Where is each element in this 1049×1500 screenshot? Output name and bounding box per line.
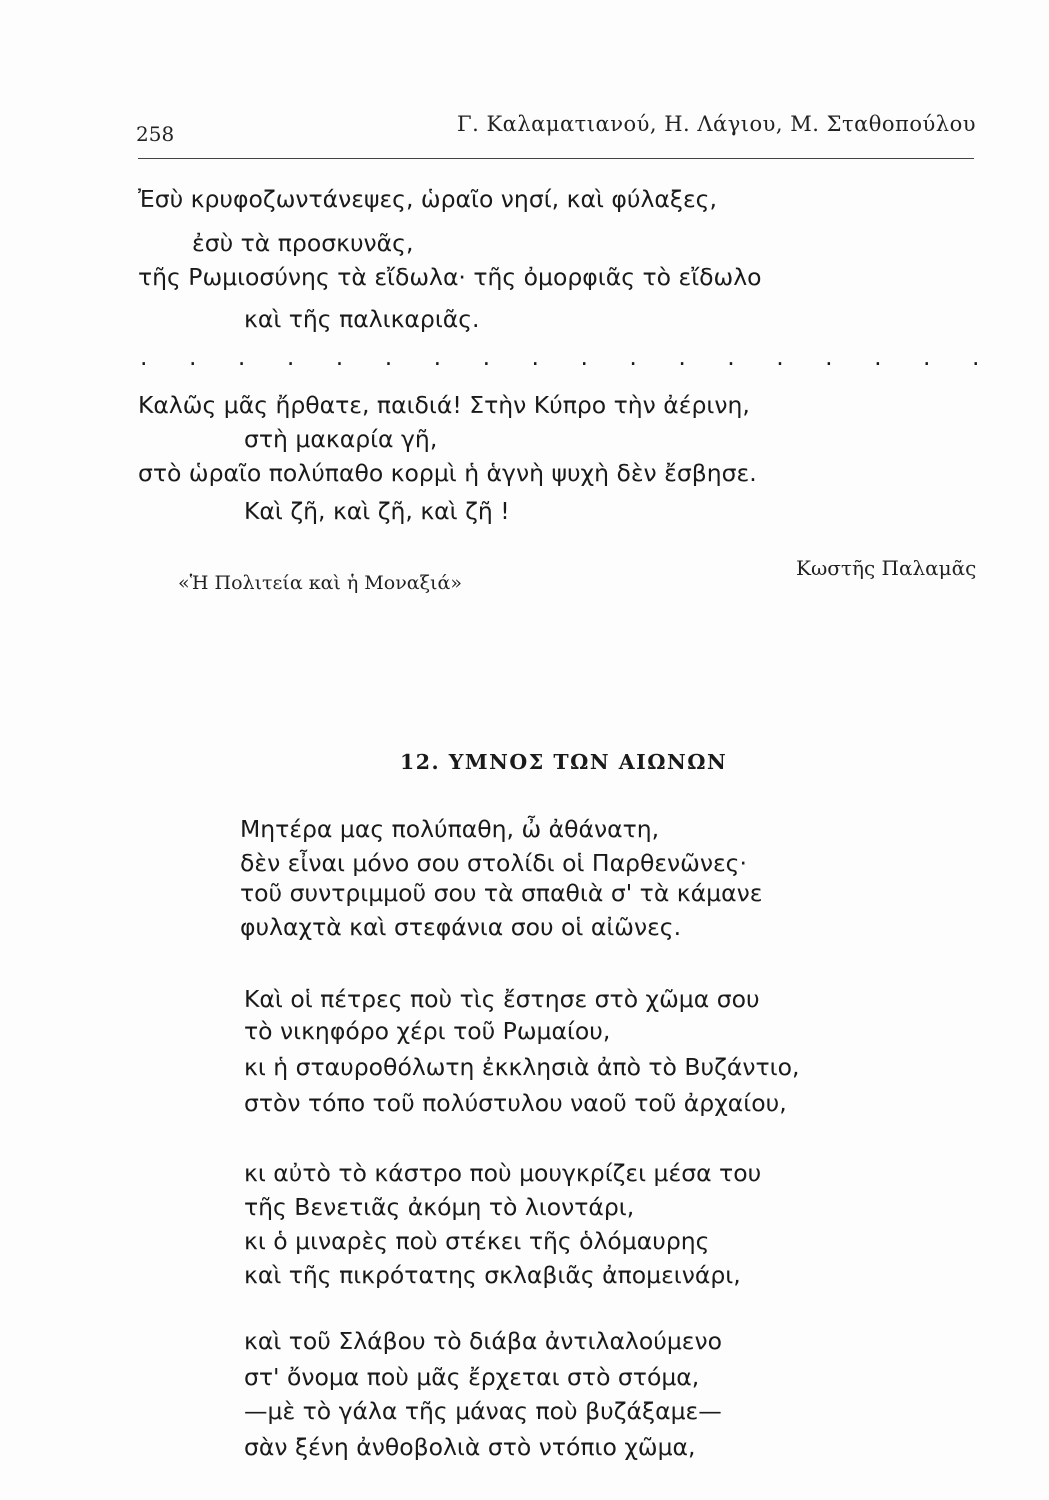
verse-line: κι ἡ σταυροθόλωτη ἐκκλησιὰ ἀπὸ τὸ Βυζάντιο, xyxy=(244,1053,800,1081)
page-number: 258 xyxy=(136,122,175,146)
verse-line: ἐσὺ τὰ προσκυνᾶς, xyxy=(192,229,414,257)
verse-line: καὶ τῆς παλικαριᾶς. xyxy=(244,305,480,333)
header-rule xyxy=(138,158,974,159)
running-head: Γ. Καλαματιανού, Η. Λάγιου, Μ. Σταθοπούλου xyxy=(457,112,976,136)
verse-line: στ' ὄνομα ποὺ μᾶς ἔρχεται στὸ στόμα, xyxy=(244,1363,700,1391)
verse-line: στὸ ὡραῖο πολύπαθο κορμὶ ἡ ἁγνὴ ψυχὴ δὲν ἔσβησε. xyxy=(138,459,757,487)
verse-line: κι ὁ μιναρὲς ποὺ στέκει τῆς ὁλόμαυρης xyxy=(244,1227,710,1255)
verse-line: τῆς Βενετιᾶς ἀκόμη τὸ λιοντάρι, xyxy=(244,1193,635,1221)
author-name: Κωστῆς Παλαμᾶς xyxy=(796,556,977,580)
verse-line: φυλαχτὰ καὶ στεφάνια σου οἱ αἰῶνες. xyxy=(240,913,682,941)
verse-line: δὲν εἶναι μόνο σου στολίδι οἱ Παρθενῶνες· xyxy=(240,849,747,877)
verse-line: σὰν ξένη ἀνθοβολιὰ στὸ ντόπιο χῶμα, xyxy=(244,1433,696,1461)
verse-line: καὶ τῆς πικρότατης σκλαβιᾶς ἀπομεινάρι, xyxy=(244,1261,741,1289)
verse-line: στὸν τόπο τοῦ πολύστυλου ναοῦ τοῦ ἀρχαίου, xyxy=(244,1089,787,1117)
verse-line: Ἐσὺ κρυφοζωντάνεψες, ὡραῖο νησί, καὶ φύλαξες, xyxy=(138,185,717,213)
verse-line: στὴ μακαρία γῆ, xyxy=(244,425,438,453)
verse-line: Καὶ ζῆ, καὶ ζῆ, καὶ ζῆ ! xyxy=(244,497,510,525)
verse-line: Καὶ οἱ πέτρες ποὺ τὶς ἔστησε στὸ χῶμα σου xyxy=(244,985,760,1013)
verse-line: —μὲ τὸ γάλα τῆς μάνας ποὺ βυζάξαμε— xyxy=(244,1397,722,1425)
verse-line: Μητέρα μας πολύπαθη, ὦ ἀθάνατη, xyxy=(240,815,660,843)
verse-line: τὸ νικηφόρο χέρι τοῦ Ρωμαίου, xyxy=(244,1017,611,1045)
source-citation: «Ἡ Πολιτεία καὶ ἡ Μοναξιά» xyxy=(178,572,462,594)
page-header xyxy=(136,104,976,144)
ellipsis-line: . . . . . . . . . . . . . . . . . . xyxy=(140,343,997,371)
verse-line: τῆς Ρωμιοσύνης τὰ εἴδωλα· τῆς ὀμορφιᾶς τὸ εἴδωλο xyxy=(138,263,762,291)
verse-line: τοῦ συντριμμοῦ σου τὰ σπαθιὰ σ' τὰ κάμανε xyxy=(240,879,763,907)
verse-line: κι αὐτὸ τὸ κάστρο ποὺ μουγκρίζει μέσα του xyxy=(244,1159,762,1187)
verse-line: Καλῶς μᾶς ἤρθατε, παιδιά! Στὴν Κύπρο τὴν ἀέρινη, xyxy=(138,391,750,419)
section-title: 12. ΥΜΝΟΣ ΤΩΝ ΑΙΩΝΩΝ xyxy=(400,750,728,774)
verse-line: καὶ τοῦ Σλάβου τὸ διάβα ἀντιλαλούμενο xyxy=(244,1327,722,1355)
